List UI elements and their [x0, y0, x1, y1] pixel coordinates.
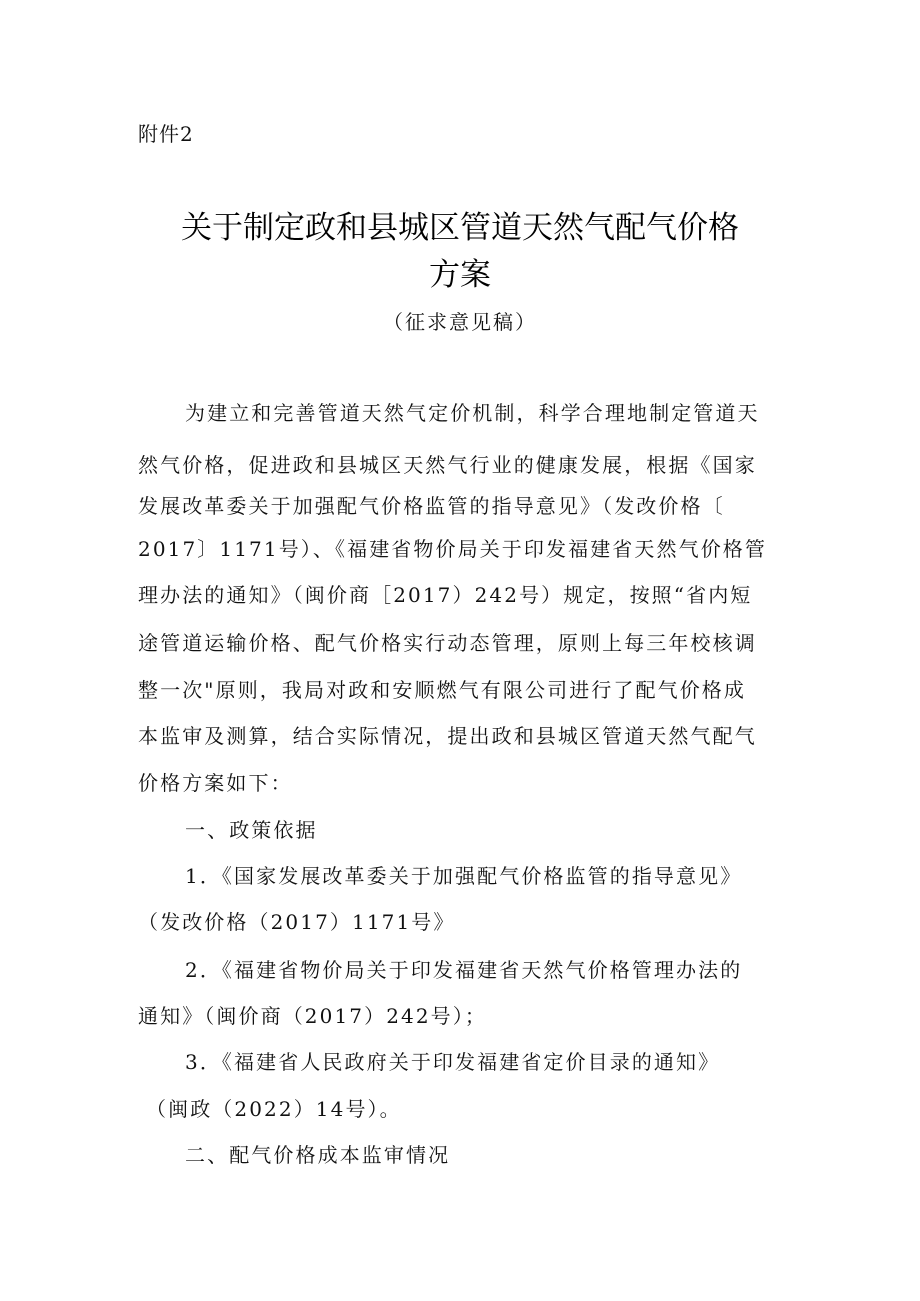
attachment-label: 附件2 — [138, 122, 194, 146]
document-subtitle: （征求意见稿） — [383, 310, 537, 334]
body-line: 价格方案如下： — [138, 771, 293, 795]
body-line: 发展改革委关于加强配气价格监管的指导意见》（发改价格〔 — [138, 494, 725, 518]
list-item: 3．《福建省人民政府关于印发福建省定价目录的通知》 — [185, 1050, 721, 1074]
section-heading-policy-basis: 一、政策依据 — [185, 818, 318, 842]
body-line: 途管道运输价格、配气价格实行动态管理，原则上每三年校核调 — [138, 631, 757, 655]
list-item-continuation: （闽政（2022）14号）。 — [146, 1097, 402, 1121]
document-title-line-1: 关于制定政和县城区管道天然气配气价格 — [181, 210, 739, 246]
section-heading-cost-review: 二、配气价格成本监审情况 — [185, 1143, 451, 1167]
list-item-continuation: （发改价格（2017）1171号》 — [138, 910, 456, 934]
body-line: 理办法的通知》（闽价商［2017）242号）规定，按照“省内短 — [138, 583, 753, 607]
body-line: 2017〕1171号）、《福建省物价局关于印发福建省天然气价格管 — [138, 537, 767, 561]
body-line: 然气价格，促进政和县城区天然气行业的健康发展，根据《国家 — [138, 453, 757, 477]
list-item: 1．《国家发展改革委关于加强配气价格监管的指导意见》 — [185, 864, 743, 888]
body-line: 本监审及测算，结合实际情况，提出政和县城区管道天然气配气 — [138, 724, 757, 748]
document-title-line-2: 方案 — [429, 257, 491, 293]
body-line: 整一次"原则，我局对政和安顺燃气有限公司进行了配气价格成 — [138, 678, 746, 702]
list-item: 2．《福建省物价局关于印发福建省天然气价格管理办法的 — [185, 958, 743, 982]
body-line: 为建立和完善管道天然气定价机制，科学合理地制定管道天 — [185, 401, 760, 425]
list-item-continuation: 通知》（闽价商（2017）242号）； — [138, 1004, 487, 1028]
